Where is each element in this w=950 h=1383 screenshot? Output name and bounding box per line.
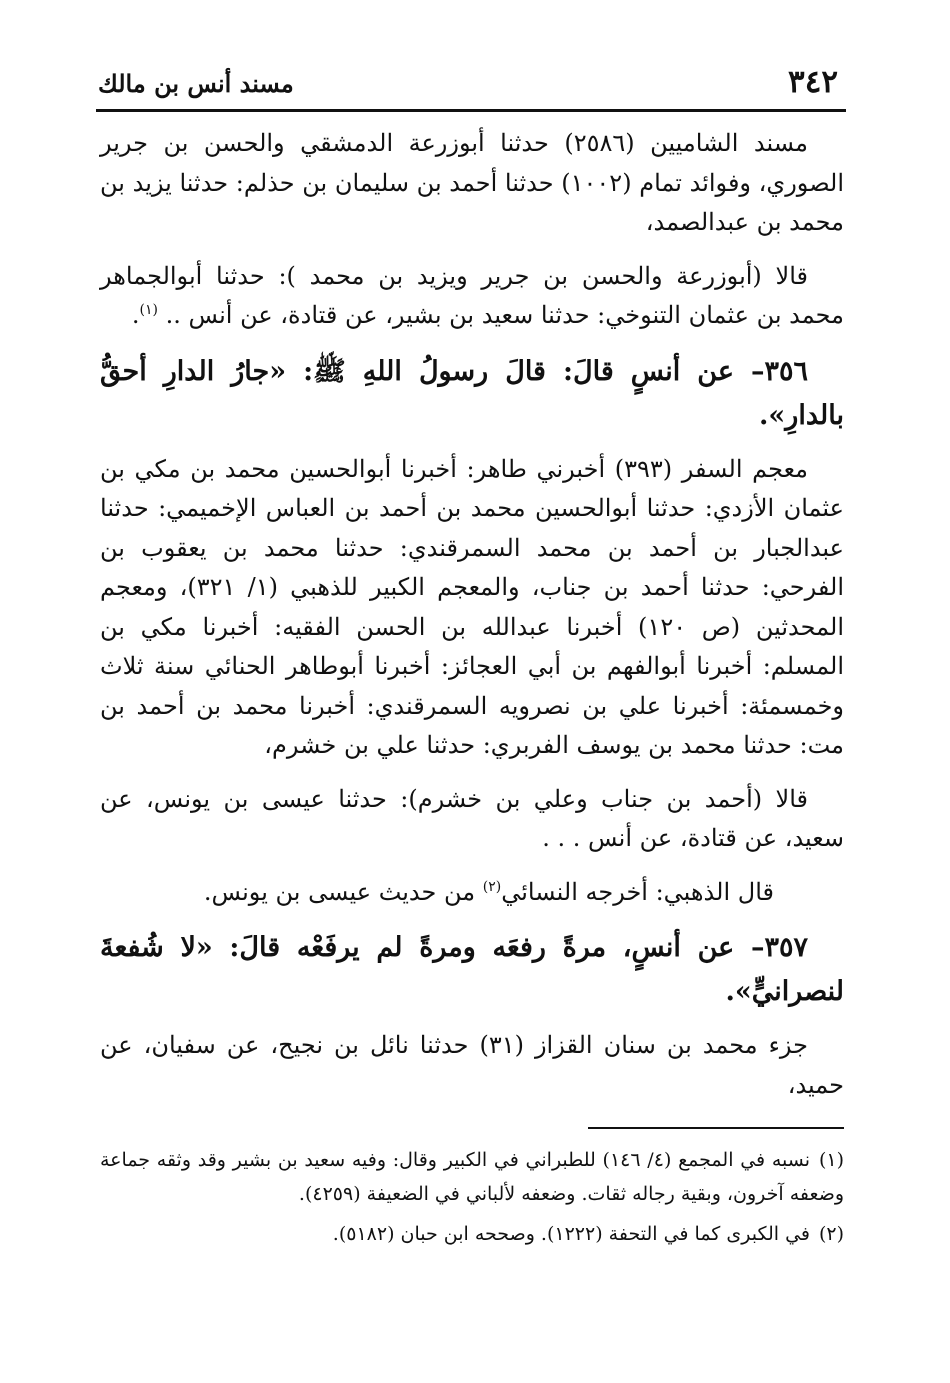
footnote-1-number: (١) xyxy=(818,1149,844,1171)
paragraph-5-text-b: من حديث عيسى بن يونس. xyxy=(203,877,476,906)
footnote-1-text: نسبه في المجمع (٤/ ١٤٦) للطبراني في الكبير وقال: وفيه سعيد بن بشير وقد وثقه جماعة وضعفه آخرون، وبقية رجاله ثقات. وضعفه لألباني في الضعيفة (٤٢٥٩). xyxy=(100,1149,844,1205)
paragraph-5 xyxy=(100,873,844,913)
footnote-ref-2[interactable]: (٢) xyxy=(482,878,502,895)
main-text xyxy=(100,124,844,1119)
footnote-ref-1[interactable]: (١) xyxy=(139,302,158,318)
footnote-2 xyxy=(100,1217,844,1251)
footnote-2-text: في الكبرى كما في التحفة (١٢٢٢). وصححه ابن حبان (٥١٨٢). xyxy=(332,1223,810,1245)
hadith-357: ٣٥٧– عن أنسٍ، مرةً رفعَه ومرةً لم يرفَعْه قالَ: «لا شُفعةَ لنصرانيٍّ». xyxy=(100,932,844,1007)
footnote-rule xyxy=(588,1127,844,1129)
page-number: ٣٤٢ xyxy=(788,64,838,100)
paragraph-2: قالا (أبوزرعة والحسن بن جرير ويزيد بن محمد ): حدثنا أبوالجماهر محمد بن عثمان التنوخي: حدثنا سعيد بن بشير، عن قتادة، عن أنس .. $^{(١)}$. xyxy=(100,261,844,329)
paragraph-1: مسند الشاميين (٢٥٨٦) حدثنا أبوزرعة الدمشقي والحسن بن جرير الصوري، وفوائد تمام (١٠٠٢) حدثنا أحمد بن سليمان بن حذلم: حدثنا يزيد بن محمد بن عبدالصمد، xyxy=(100,129,844,236)
paragraph-2-text: قالا (أبوزرعة والحسن بن جرير ويزيد بن محمد ): حدثنا أبوالجماهر محمد بن عثمان التنوخي: حدثنا سعيد بن بشير، عن قتادة، عن أنس .. xyxy=(100,261,844,329)
paragraph-4: قالا (أحمد بن جناب وعلي بن خشرم): حدثنا عيسى بن يونس، عن سعيد، عن قتادة، عن أنس . . . xyxy=(100,784,844,852)
footnote-2-number: (٢) xyxy=(818,1223,844,1245)
page-header xyxy=(96,66,846,104)
running-title: مسند أنس بن مالك xyxy=(98,69,294,98)
footnote-1 xyxy=(100,1143,844,1211)
footnotes xyxy=(100,1143,844,1257)
paragraph-6: جزء محمد بن سنان القزاز (٣١) حدثنا نائل بن نجيح، عن سفيان، عن حميد، xyxy=(100,1031,844,1099)
hadith-356: ٣٥٦– عن أنسٍ قالَ: قالَ رسولُ اللهِ ﷺ: «جارُ الدارِ أحقُّ بالدارِ». xyxy=(100,355,844,431)
paragraph-3: معجم السفر (٣٩٣) أخبرني طاهر: أخبرنا أبوالحسين محمد بن مكي بن عثمان الأزدي: حدثنا أبوالحسين محمد بن أحمد بن العباس الإخميمي: حدثنا عبدالجبار بن أحمد بن محمد السمرقندي: حدثنا محمد بن يعقوب بن الفرحي: حدثنا أحمد بن جناب، والمعجم الكبير للذهبي (١/ ٣٢١)، ومعجم المحدثين (ص ١٢٠) أخبرنا عبدالله بن الحسن الفقيه: أخبرنا مكي بن المسلم: أخبرنا أبوالفهم بن أبي العجائز: أخبرنا أبوطاهر الحنائي سنة ثلاث وخمسمئة: أخبرنا علي بن نصرويه السمرقندي: أخبرنا محمد بن أحمد بن مت: حدثنا محمد بن يوسف الفربري: حدثنا علي بن خشرم، xyxy=(100,454,845,759)
header-rule xyxy=(96,109,846,112)
paragraph-5-text-a: قال الذهبي: أخرجه النسائي xyxy=(501,877,774,906)
